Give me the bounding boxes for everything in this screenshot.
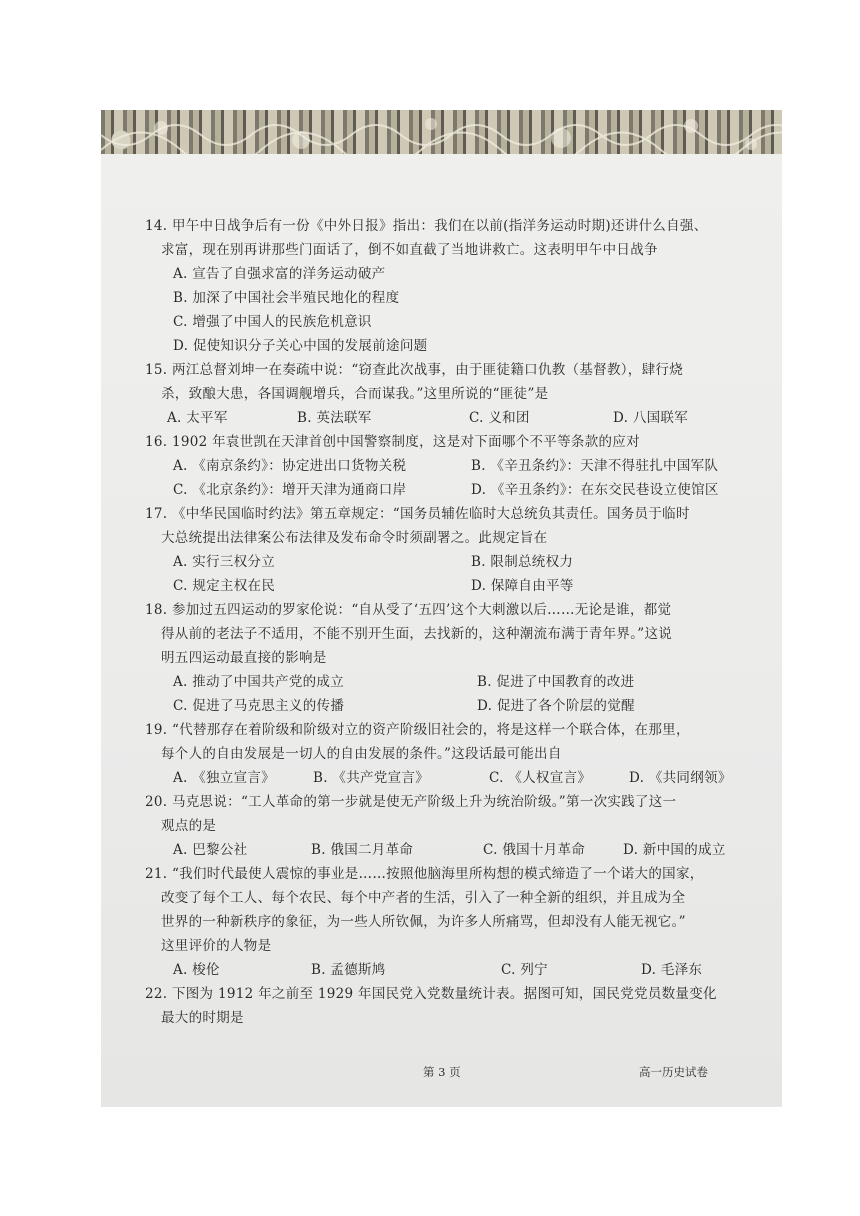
- q17-option-d: D. 保障自由平等: [471, 578, 574, 594]
- q19-option-b: B. 《共产党宣言》: [313, 770, 430, 786]
- q17-option-a: A. 实行三权分立: [173, 554, 276, 570]
- q22-stem-line2: 最大的时期是: [161, 1010, 244, 1026]
- q19-stem-line2: 每个人的自由发展是一切人的自由发展的条件。”这段话最可能出自: [161, 746, 562, 762]
- q20-option-b: B. 俄国二月革命: [311, 842, 414, 858]
- q14-stem-line1: 14. 甲午中日战争后有一份《中外日报》指出：我们在以前(指洋务运动时期)还讲什么自强、: [145, 218, 708, 234]
- q17-option-c: C. 规定主权在民: [173, 578, 276, 594]
- q20-stem-line1: 20. 马克思说：“工人革命的第一步就是使无产阶级上升为统治阶级。”第一次实践了这一: [145, 794, 677, 810]
- q21-stem-line2: 改变了每个工人、每个农民、每个中产者的生活，引入了一种全新的组织，并且成为全: [161, 890, 686, 906]
- q19-option-c: C. 《人权宣言》: [489, 770, 592, 786]
- q15-stem-line2: 杀，致酿大患，各国调舰增兵，合而谋我。”这里所说的“匪徒”是: [161, 386, 549, 402]
- q16-stem-line1: 16. 1902 年袁世凯在天津首创中国警察制度，这是对下面哪个不平等条款的应对: [145, 434, 640, 450]
- q14-option-c: C. 增强了中国人的民族危机意识: [173, 314, 372, 330]
- q20-option-c: C. 俄国十月革命: [483, 842, 586, 858]
- q14-stem-line2: 求富，现在别再讲那些门面话了，倒不如直截了当地讲救亡。这表明甲午中日战争: [161, 242, 658, 258]
- q17-stem-line1: 17. 《中华民国临时约法》第五章规定：“国务员辅佐临时大总统负其责任。国务员于临时: [145, 506, 690, 522]
- page-number: 第 3 页: [423, 1065, 461, 1079]
- q18-option-b: B. 促进了中国教育的改进: [477, 674, 635, 690]
- lace-pattern-icon: [101, 110, 782, 158]
- lace-tablecloth-background: [101, 110, 782, 158]
- q18-stem-line3: 明五四运动最直接的影响是: [161, 650, 327, 666]
- q16-option-b: B. 《辛丑条约》：天津不得驻扎中国军队: [471, 458, 719, 474]
- q21-option-b: B. 孟德斯鸠: [311, 962, 386, 978]
- q21-option-a: A. 梭伦: [173, 962, 220, 978]
- q20-option-a: A. 巴黎公社: [173, 842, 248, 858]
- q18-stem-line2: 得从前的老法子不适用，不能不别开生面，去找新的，这种潮流布满于青年界。”这说: [161, 626, 673, 642]
- q14-option-d: D. 促使知识分子关心中国的发展前途问题: [173, 338, 428, 354]
- q15-option-a: A. 太平军: [167, 410, 228, 426]
- q20-stem-line2: 观点的是: [161, 818, 217, 834]
- q19-option-a: A. 《独立宣言》: [173, 770, 276, 786]
- photographed-page: [101, 110, 782, 1107]
- q20-option-d: D. 新中国的成立: [623, 842, 726, 858]
- q15-stem-line1: 15. 两江总督刘坤一在奏疏中说：“窃查此次战事，由于匪徒籍口仇教（基督教），肆行烧: [145, 362, 684, 378]
- q18-stem-line1: 18. 参加过五四运动的罗家伦说：“自从受了‘五四’这个大刺激以后……无论是谁，都觉: [145, 602, 672, 618]
- q15-option-b: B. 英法联军: [297, 410, 372, 426]
- q21-stem-line1: 21. “我们时代最使人震惊的事业是……按照他脑海里所构想的模式缔造了一个诺大的国家，: [145, 866, 704, 882]
- q16-option-a: A. 《南京条约》：协定进出口货物关税: [173, 458, 407, 474]
- q22-stem-line1: 22. 下图为 1912 年之前至 1929 年国民党入党数量统计表。据图可知，国民党党员数量变化: [145, 986, 717, 1002]
- q19-stem-line1: 19. “代替那存在着阶级和阶级对立的资产阶级旧社会的，将是这样一个联合体，在那里，: [145, 722, 690, 738]
- q15-option-c: C. 义和团: [469, 410, 530, 426]
- exam-title: 高一历史试卷: [639, 1065, 708, 1079]
- q14-option-b: B. 加深了中国社会半殖民地化的程度: [173, 290, 400, 306]
- q18-option-a: A. 推动了中国共产党的成立: [173, 674, 345, 690]
- q16-option-c: C. 《北京条约》：增开天津为通商口岸: [173, 482, 407, 498]
- q21-stem-line4: 这里评价的人物是: [161, 938, 272, 954]
- q18-option-c: C. 促进了马克思主义的传播: [173, 698, 345, 714]
- q15-option-d: D. 八国联军: [613, 410, 689, 426]
- q21-stem-line3: 世界的一种新秩序的象征，为一些人所钦佩，为许多人所痛骂，但却没有人能无视它。”: [161, 914, 686, 930]
- q21-option-c: C. 列宁: [501, 962, 548, 978]
- q16-option-d: D. 《辛丑条约》：在东交民巷设立使馆区: [471, 482, 719, 498]
- q18-option-d: D. 促进了各个阶层的觉醒: [477, 698, 635, 714]
- q14-option-a: A. 宣告了自强求富的洋务运动破产: [173, 266, 386, 282]
- exam-sheet: [101, 154, 782, 1107]
- q19-option-d: D. 《共同纲领》: [629, 770, 732, 786]
- q21-option-d: D. 毛泽东: [641, 962, 703, 978]
- q17-stem-line2: 大总统提出法律案公布法律及发布命令时须副署之。此规定旨在: [161, 530, 548, 546]
- q17-option-b: B. 限制总统权力: [471, 554, 574, 570]
